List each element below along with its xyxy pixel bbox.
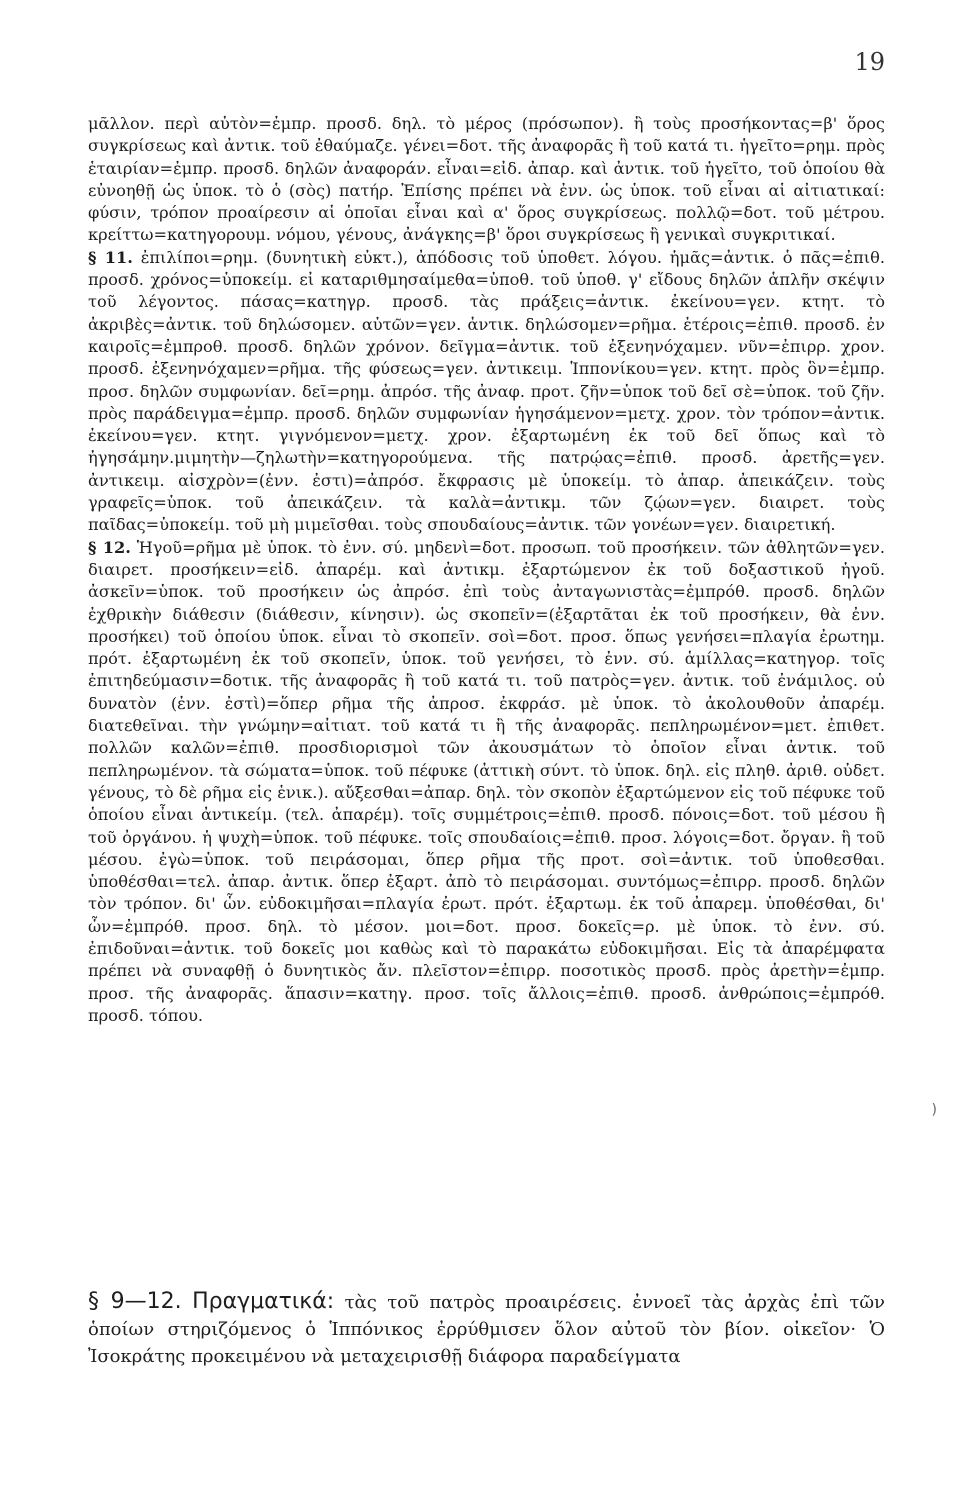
summary-heading: Πραγματικά:: [192, 1289, 335, 1314]
notes-paragraph-1: μᾶλλον. περὶ αὐτὸν=ἐμπρ. προσδ. δηλ. τὸ μέρος (πρόσωπον). ἢ τοὺς προσήκοντας=β' ὅρος συγκρίσεως καὶ ἀντικ. τοῦ ἐθαύμαζε. γένει=δοτ. τῆς ἀναφορᾶς ἢ τοῦ κατά τι. ἡγεῖτο=ρημ. πρὸς ἑταιρίαν=ἐμπρ. προσδ. δηλῶν ἀναφοράν. εἶναι=εἰδ. ἀπαρ. καὶ ἀντικ. τοῦ ἡγεῖτο, τοῦ ὁποίου θὰ εὐνοηθῇ ὡς ὑποκ. τὸ ὁ (σὸς) πατήρ. Ἐπίσης πρέπει νὰ ἐνν. ὡς ὑποκ. τοῦ εἶναι αἱ αἰτιατικαί: φύσιν, τρόπον προαίρεσιν αἱ ὁποῖαι εἶναι καὶ α' ὅρος συγκρίσεως. πολλῷ=δοτ. τοῦ μέτρου. κρείττω=κατηγορουμ. νόμου, γένους, ἀνάγκης=β' ὅροι συγκρίσεως ἢ γενικαὶ συγκριτικαί.: [88, 114, 885, 245]
section-12-mark: § 12.: [88, 537, 131, 557]
page-number: 19: [854, 48, 885, 76]
summary-text: τὰς τοῦ πατρὸς προαιρέσεις. ἐννοεῖ τὰς ἀρχὰς ἐπὶ τῶν ὁποίων στηριζόμενος ὁ Ἱππόνικος ἐρρύθμισεν ὅλον αὐτοῦ τὸν βίον. οἰκεῖον· Ὁ Ἰσοκράτης προκειμένου νὰ μεταχειρισθῇ διάφορα παραδείγματα: [88, 1292, 885, 1367]
section-11-text: ἐπιλίποι=ρημ. (δυνητικὴ εὐκτ.), ἀπόδοσις τοῦ ὑποθετ. λόγου. ἡμᾶς=ἀντικ. ὁ πᾶς=ἐπιθ. προσδ. χρόνος=ὑποκείμ. εἰ καταριθμησαίμεθα=ὑποθ. τοῦ ὑποθ. γ' εἴδους δηλῶν ἁπλῆν σκέψιν τοῦ λέγοντος. πάσας=κατηγρ. προσδ. τὰς πράξεις=ἀντικ. ἐκείνου=γεν. κτητ. τὸ ἀκριβὲς=ἀντικ. τοῦ δηλώσομεν. αὐτῶν=γεν. ἀντικ. δηλώσομεν=ρῆμα. ἑτέροις=ἐπιθ. προσδ. ἐν καιροῖς=ἐμπροθ. προσδ. δηλῶν χρόνον. δεῖγμα=ἀντικ. τοῦ ἐξενηνόχαμεν. νῦν=ἐπιρρ. χρον. προσδ. ἐξενηνόχαμεν=ρῆμα. τῆς φύσεως=γεν. ἀντικειμ. Ἱππονίκου=γεν. κτητ. πρὸς ὃν=ἐμπρ. προσ. δηλῶν συμφωνίαν. δεῖ=ρημ. ἀπρόσ. τῆς ἀναφ. προτ. ζῆν=ὑποκ τοῦ δεῖ σὲ=ὑποκ. τοῦ ζῆν. πρὸς παράδειγμα=ἐμπρ. προσδ. δηλῶν συμφωνίαν ἡγησάμενον=μετχ. χρον. τὸν τρόπον=ἀντικ. ἐκείνου=γεν. κτητ. γιγνόμενον=μετχ. χρον. ἐξαρτωμένη ἐκ τοῦ δεῖ ὅπως καὶ τὸ ἡγησάμην.μιμητὴν—ζηλωτὴν=κατηγορούμενα. τῆς πατρῴας=ἐπιθ. προσδ. ἀρετῆς=γεν. ἀντικειμ. αἰσχρὸν=(ἐνν. ἐστι)=ἀπρόσ. ἔκφρασις μὲ ὑποκείμ. τὸ ἀπαρ. ἀπεικάζειν. τοὺς γραφεῖς=ὑποκ. τοῦ ἀπεικάζειν. τὰ καλὰ=ἀντικμ. τῶν ζῴων=γεν. διαιρετ. τοὺς παῖδας=ὑποκείμ. τοῦ μὴ μιμεῖσθαι. τοὺς σπουδαίους=ἀντικ. τῶν γονέων=γεν. διαιρετική.: [88, 247, 885, 535]
section-12-text: Ἡγοῦ=ρῆμα μὲ ὑποκ. τὸ ἐνν. σύ. μηδενὶ=δοτ. προσωπ. τοῦ προσήκειν. τῶν ἀθλητῶν=γεν. διαιρετ. προσήκειν=εἰδ. ἀπαρέμ. καὶ ἀντικμ. ἐξαρτώμενον ἐκ τοῦ δοξαστικοῦ ἡγοῦ. ἀσκεῖν=ὑποκ. τοῦ προσήκειν ὡς ἀπρόσ. ἐπὶ τοὺς ἀνταγωνιστὰς=ἐμπρόθ. προσδ. δηλῶν ἐχθρικὴν διάθεσιν (διάθεσιν, κίνησιν). ὡς σκοπεῖν=(ἐξαρτᾶται ἐκ τοῦ προσήκειν, θὰ ἐνν. προσήκει) τοῦ ὁποίου ὑποκ. εἶναι τὸ σκοπεῖν. σοὶ=δοτ. προσ. ὅπως γενήσει=πλαγία ἐρωτημ. πρότ. ἐξαρτωμένη ἐκ τοῦ σκοπεῖν, ὑποκ. τοῦ γενήσει, τὸ ἐνν. σύ. ἁμίλλας=κατηγορ. τοῖς ἐπιτηδεύμασιν=δοτικ. τῆς ἀναφορᾶς ἢ τοῦ κατά τι. τοῦ πατρὸς=γεν. ἀντικ. τοῦ ἐνάμιλος. οὐ δυνατὸν (ἐνν. ἐστὶ)=ὅπερ ρῆμα τῆς ἀπροσ. ἐκφράσ. μὲ ὑποκ. τὸ ἀκολουθοῦν ἀπαρέμ. διατεθεῖναι. τὴν γνώμην=αἰτιατ. τοῦ κατά τι ἢ τῆς ἀναφορᾶς. πεπληρωμένον=μετ. ἐπιθετ. πολλῶν καλῶν=ἐπιθ. προσδιορισμοὶ τῶν ἀκουσμάτων τὸ ὁποῖον εἶναι ἀντικ. τοῦ πεπληρωμένον. τὰ σώματα=ὑποκ. τοῦ πέφυκε (ἀττικὴ σύντ. τὸ ὑποκ. δηλ. εἰς πληθ. ἀριθ. οὐδετ. γένους, τὸ δὲ ρῆμα εἰς ἑνικ.). αὔξεσθαι=ἀπαρ. δηλ. τὸν σκοπὸν ἐξαρτώμενον εἰς τοῦ πέφυκε τοῦ ὁποίου εἶναι ἀντικείμ. (τελ. ἀπαρέμ). τοῖς συμμέτροις=ἐπιθ. προσδ. πόνοις=δοτ. τοῦ μέσου ἢ τοῦ ὀργάνου. ἡ ψυχὴ=ὑποκ. τοῦ πέφυκε. τοῖς σπουδαίοις=ἐπιθ. προσ. λόγοις=δοτ. ὄργαν. ἢ τοῦ μέσου. ἐγὼ=ὑποκ. τοῦ πειράσομαι, ὅπερ ρῆμα τῆς προτ. σοὶ=ἀντικ. τοῦ ὑποθεσθαι. ὑποθέσθαι=τελ. ἀπαρ. ἀντικ. ὅπερ ἐξαρτ. ἀπὸ τὸ πειράσομαι. συντόμως=ἐπιρρ. προσδ. δηλῶν τὸν τρόπον. δι' ὧν. εὐδοκιμῆσαι=πλαγία ἐρωτ. πρότ. ἐξαρτωμ. ἐκ τοῦ ἀπαρεμ. ὑποθέσθαι, δι' ὧν=ἐμπρόθ. προσ. δηλ. τὸ μέσον. μοι=δοτ. προσ. δοκεῖς=ρ. μὲ ὑποκ. τὸ ἐνν. σύ. ἐπιδοῦναι=ἀντικ. τοῦ δοκεῖς μοι καθὼς καὶ τὸ παρακάτω εὐδοκιμῆσαι. Εἰς τὰ ἀπαρέμφατα πρέπει νὰ συναφθῇ ὁ δυνητικὸς ἄν. πλεῖστον=ἐπιρρ. ποσοτικὸς προσδ. πρὸς ἀρετὴν=ἐμπρ. προσ. τῆς ἀναφορᾶς. ἅπασιν=κατηγ. προσ. τοῖς ἄλλοις=ἐπιθ. προσδ. ἀνθρώποις=ἐμπρόθ. προσδ. τόπου.: [88, 537, 885, 1025]
margin-mark: ): [931, 1102, 937, 1118]
summary-section-mark: § 9—12.: [88, 1289, 182, 1314]
pragmatika-section: [88, 1288, 885, 1370]
notes-paragraph-section-12: [88, 537, 885, 1028]
grammar-notes: [88, 113, 885, 1027]
notes-paragraph-section-11: [88, 247, 885, 537]
section-11-mark: § 11.: [88, 247, 133, 267]
